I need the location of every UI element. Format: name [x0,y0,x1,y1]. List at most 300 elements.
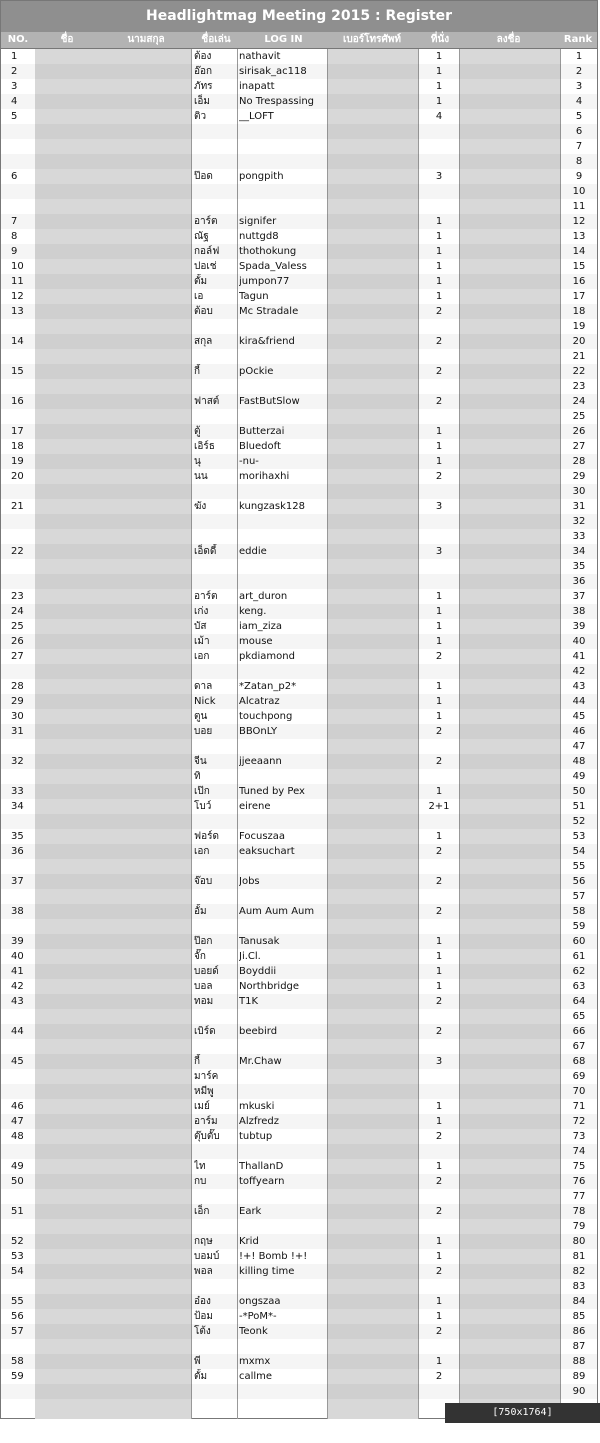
table-row [1,64,597,79]
row-number [11,184,41,199]
row-number [11,409,41,424]
row-number [11,319,41,334]
table-row [1,979,597,994]
row-rank: 75 [572,1161,586,1172]
row-login: sirisak_ac118 [239,66,307,77]
row-nickname: เอ [194,291,204,302]
row-login: FastButSlow [239,396,300,407]
row-seat: 2 [435,336,443,347]
row-rank: 24 [572,396,586,407]
row-seat: 2 [435,726,443,737]
row-number [11,889,41,904]
row-rank: 12 [572,216,586,227]
row-login [239,1384,327,1399]
row-nickname: โต้ง [194,1326,211,1337]
row-login: __LOFT [239,111,274,122]
row-rank: 28 [572,456,586,467]
table-row [1,1339,597,1354]
row-rank: 2 [575,66,583,77]
row-rank: 88 [572,1356,586,1367]
row-login [239,1084,327,1099]
row-rank: 36 [572,576,586,587]
table-row [1,514,597,529]
table-row [1,784,597,799]
row-number [11,814,41,829]
row-rank: 61 [572,951,586,962]
row-number: 21 [11,501,24,512]
row-seat: 2 [435,1371,443,1382]
row-seat: 2+1 [428,801,450,812]
row-number: 7 [11,216,18,227]
row-seat [419,889,459,904]
row-nickname [194,1279,236,1294]
row-number: 14 [11,336,24,347]
row-seat: 1 [435,441,443,452]
row-rank: 15 [572,261,586,272]
image-watermark: [750x1764] http://upic.me/ [445,1403,600,1423]
row-rank: 49 [572,771,586,782]
table-row [1,934,597,949]
row-number: 28 [11,681,24,692]
row-seat [419,1384,459,1399]
row-nickname: กบ [194,1176,207,1187]
row-nickname [194,1144,236,1159]
row-seat: 1 [435,606,443,617]
row-nickname [194,1219,236,1234]
row-login: nathavit [239,51,281,62]
table-row [1,1279,597,1294]
row-seat [419,664,459,679]
row-nickname [194,1339,236,1354]
row-rank: 33 [572,531,586,542]
row-rank: 60 [572,936,586,947]
row-number [11,514,41,529]
row-login [239,514,327,529]
row-login: ongszaa [239,1296,281,1307]
row-rank: 55 [572,861,586,872]
row-seat [419,349,459,364]
row-rank: 7 [575,141,583,152]
table-row [1,1384,597,1399]
row-nickname: ตุ๊บตั๊บ [194,1131,220,1142]
row-rank: 27 [572,441,586,452]
row-number: 2 [11,66,18,77]
table-row [1,304,597,319]
row-rank: 37 [572,591,586,602]
row-seat [419,1279,459,1294]
row-number: 22 [11,546,24,557]
row-rank: 47 [572,741,586,752]
table-row [1,409,597,424]
row-rank: 6 [575,126,583,137]
row-number: 16 [11,396,24,407]
table-row [1,529,597,544]
table-row [1,964,597,979]
row-seat [419,124,459,139]
row-number [11,1084,41,1099]
row-login [239,1219,327,1234]
row-number [11,1144,41,1159]
row-number: 8 [11,231,18,242]
row-nickname: บอมบ์ [194,1251,220,1262]
row-seat: 1 [435,681,443,692]
row-nickname: ต้อง [194,51,212,62]
row-number [11,124,41,139]
row-number: 12 [11,291,24,302]
row-rank: 31 [572,501,586,512]
row-nickname: สกุล [194,336,213,347]
row-rank: 80 [572,1236,586,1247]
row-number: 25 [11,621,24,632]
row-login: Focuszaa [239,831,286,842]
row-rank: 25 [572,411,586,422]
table-row [1,1024,597,1039]
row-number: 24 [11,606,24,617]
row-seat: 1 [435,1161,443,1172]
row-login: -nu- [239,456,259,467]
row-rank: 43 [572,681,586,692]
row-number: 33 [11,786,24,797]
row-login [239,1009,327,1024]
row-nickname [194,1384,236,1399]
row-nickname: เอ็ก [194,1206,210,1217]
row-login: jumpon77 [239,276,290,287]
row-number: 1 [11,51,18,62]
row-number: 37 [11,876,24,887]
row-rank: 4 [575,96,583,107]
row-nickname: บัส [194,621,207,632]
row-number [11,154,41,169]
row-number: 52 [11,1236,24,1247]
row-rank: 10 [572,186,586,197]
row-login: beebird [239,1026,278,1037]
row-login [239,664,327,679]
row-seat: 4 [435,111,443,122]
row-nickname [194,664,236,679]
row-login [239,349,327,364]
header-row [1,32,597,49]
row-seat: 1 [435,246,443,257]
row-number: 46 [11,1101,24,1112]
row-rank: 89 [572,1371,586,1382]
row-nickname: ฟาสต์ [194,396,220,407]
row-login: pkdiamond [239,651,295,662]
row-nickname [194,199,236,214]
row-login [239,1189,327,1204]
row-seat: 1 [435,591,443,602]
row-rank: 44 [572,696,586,707]
row-number [11,139,41,154]
row-number: 57 [11,1326,24,1337]
row-seat: 1 [435,81,443,92]
row-rank: 40 [572,636,586,647]
row-rank: 59 [572,921,586,932]
row-rank: 38 [572,606,586,617]
row-login: Northbridge [239,981,300,992]
row-rank: 77 [572,1191,586,1202]
row-number: 53 [11,1251,24,1262]
row-nickname [194,154,236,169]
row-login: No Trespassing [239,96,315,107]
table-row [1,544,597,559]
row-seat [419,559,459,574]
row-number: 36 [11,846,24,857]
table-row [1,484,597,499]
table-row [1,1039,597,1054]
row-seat: 1 [435,96,443,107]
row-number: 58 [11,1356,24,1367]
table-row [1,1009,597,1024]
row-nickname [194,529,236,544]
row-nickname: นน [194,471,208,482]
row-number: 11 [11,276,24,287]
row-nickname [194,139,236,154]
header-seat: ที่นั่ง [430,34,450,45]
table-row [1,454,597,469]
table-row [1,1159,597,1174]
row-seat: 2 [435,1326,443,1337]
row-nickname [194,1039,236,1054]
row-nickname [194,814,236,829]
row-number: 54 [11,1266,24,1277]
row-login: Tanusak [239,936,280,947]
row-seat [419,319,459,334]
table-row [1,619,597,634]
row-nickname: อาร์ม [194,1116,218,1127]
row-number: 23 [11,591,24,602]
row-login: Butterzai [239,426,285,437]
row-login: jjeeaann [239,756,282,767]
row-nickname: ป้อม [194,1311,213,1322]
row-seat: 1 [435,231,443,242]
row-number [11,919,41,934]
row-number: 44 [11,1026,24,1037]
row-seat: 1 [435,1356,443,1367]
row-seat: 2 [435,906,443,917]
row-login [239,1039,327,1054]
row-seat [419,859,459,874]
row-rank: 21 [572,351,586,362]
row-number: 10 [11,261,24,272]
row-rank: 84 [572,1296,586,1307]
row-login: Jobs [239,876,260,887]
row-nickname: เม้า [194,636,210,647]
header-login: LOG IN [264,34,303,45]
row-number: 6 [11,171,18,182]
row-number: 32 [11,756,24,767]
row-nickname: เก่ง [194,606,209,617]
row-seat: 1 [435,786,443,797]
row-login: morihaxhi [239,471,290,482]
row-login: eddie [239,546,267,557]
row-seat: 1 [435,981,443,992]
row-login: art_duron [239,591,288,602]
row-number: 3 [11,81,18,92]
row-seat: 2 [435,1266,443,1277]
row-rank: 16 [572,276,586,287]
table-row [1,829,597,844]
row-seat: 2 [435,1206,443,1217]
row-nickname: อ๋อง [194,1296,211,1307]
table-row [1,439,597,454]
row-seat [419,1084,459,1099]
row-login: mxmx [239,1356,271,1367]
table-row [1,334,597,349]
table-row [1,1069,597,1084]
row-login: T1K [239,996,259,1007]
table-row [1,109,597,124]
row-seat: 3 [435,501,443,512]
row-login: iam_ziza [239,621,283,632]
row-number [11,1069,41,1084]
row-number: 13 [11,306,24,317]
table-row [1,499,597,514]
row-number [11,664,41,679]
row-login: mkuski [239,1101,275,1112]
row-login [239,559,327,574]
table-row [1,649,597,664]
row-rank: 18 [572,306,586,317]
row-nickname [194,889,236,904]
row-login: Tagun [239,291,269,302]
row-rank: 74 [572,1146,586,1157]
row-rank: 35 [572,561,586,572]
row-rank: 52 [572,816,586,827]
row-rank: 65 [572,1011,586,1022]
row-login [239,919,327,934]
table-row [1,754,597,769]
table-row [1,79,597,94]
row-login [239,814,327,829]
row-login [239,484,327,499]
row-nickname: อ๊อก [194,66,213,77]
row-rank: 68 [572,1056,586,1067]
row-seat [419,1144,459,1159]
row-nickname: ฟอร์ด [194,831,219,842]
row-login [239,124,327,139]
table-row [1,634,597,649]
row-seat: 1 [435,936,443,947]
row-rank: 45 [572,711,586,722]
row-number: 48 [11,1131,24,1142]
table-row [1,664,597,679]
row-nickname: ป๊อก [194,936,213,947]
row-login: BBOnLY [239,726,278,737]
row-seat: 2 [435,756,443,767]
row-login: pOckie [239,366,274,377]
table-row [1,289,597,304]
row-login [239,1339,327,1354]
row-nickname [194,484,236,499]
table-row [1,574,597,589]
header-rank: Rank [563,34,593,45]
row-rank: 23 [572,381,586,392]
table-row [1,214,597,229]
row-number [11,574,41,589]
table-row [1,604,597,619]
table-row [1,184,597,199]
row-login: keng. [239,606,267,617]
row-rank: 71 [572,1101,586,1112]
row-number: 50 [11,1176,24,1187]
row-rank: 85 [572,1311,586,1322]
row-login: !+! Bomb !+! [239,1251,308,1262]
row-nickname: หมีพู [194,1086,214,1097]
row-rank: 8 [575,156,583,167]
row-seat [419,184,459,199]
row-nickname [194,409,236,424]
row-nickname: ณัฐ [194,231,209,242]
row-nickname: ภัทร [194,81,213,92]
row-seat: 1 [435,1116,443,1127]
row-number: 35 [11,831,24,842]
table-row [1,1324,597,1339]
row-login: killing time [239,1266,295,1277]
row-login: Mr.Chaw [239,1056,282,1067]
table-row [1,1264,597,1279]
row-seat [419,139,459,154]
row-login: nuttgd8 [239,231,279,242]
table-row [1,139,597,154]
table-row [1,259,597,274]
row-seat: 1 [435,831,443,842]
table-row [1,799,597,814]
row-number: 17 [11,426,24,437]
row-login: Tuned by Pex [239,786,305,797]
row-nickname [194,739,236,754]
row-seat: 1 [435,291,443,302]
row-seat: 1 [435,711,443,722]
table-row [1,1354,597,1369]
row-nickname: เมย์ [194,1101,210,1112]
table-row [1,274,597,289]
row-login: Alzfredz [239,1116,280,1127]
row-rank: 87 [572,1341,586,1352]
table-row [1,1084,597,1099]
row-login [239,154,327,169]
table-row [1,229,597,244]
row-seat [419,379,459,394]
row-rank: 1 [575,51,583,62]
table-row [1,679,597,694]
table-row [1,1129,597,1144]
row-login: -*PoM*- [239,1311,277,1322]
row-nickname: อาร์ต [194,591,218,602]
row-seat: 1 [435,1101,443,1112]
header-first-name: ชื่อ [60,34,74,45]
row-rank: 3 [575,81,583,92]
row-seat [419,1009,459,1024]
row-login [239,859,327,874]
row-rank: 57 [572,891,586,902]
row-seat: 3 [435,546,443,557]
row-seat: 1 [435,621,443,632]
row-login: ThallanD [239,1161,284,1172]
table-row [1,994,597,1009]
row-rank: 46 [572,726,586,737]
row-seat: 1 [435,1251,443,1262]
row-login [239,739,327,754]
table-row [1,1234,597,1249]
row-rank: 53 [572,831,586,842]
row-number: 40 [11,951,24,962]
table-row [1,769,597,784]
row-rank: 19 [572,321,586,332]
row-number: 38 [11,906,24,917]
row-rank: 9 [575,171,583,182]
row-nickname: มาร์ค [194,1071,219,1082]
row-seat: 1 [435,696,443,707]
